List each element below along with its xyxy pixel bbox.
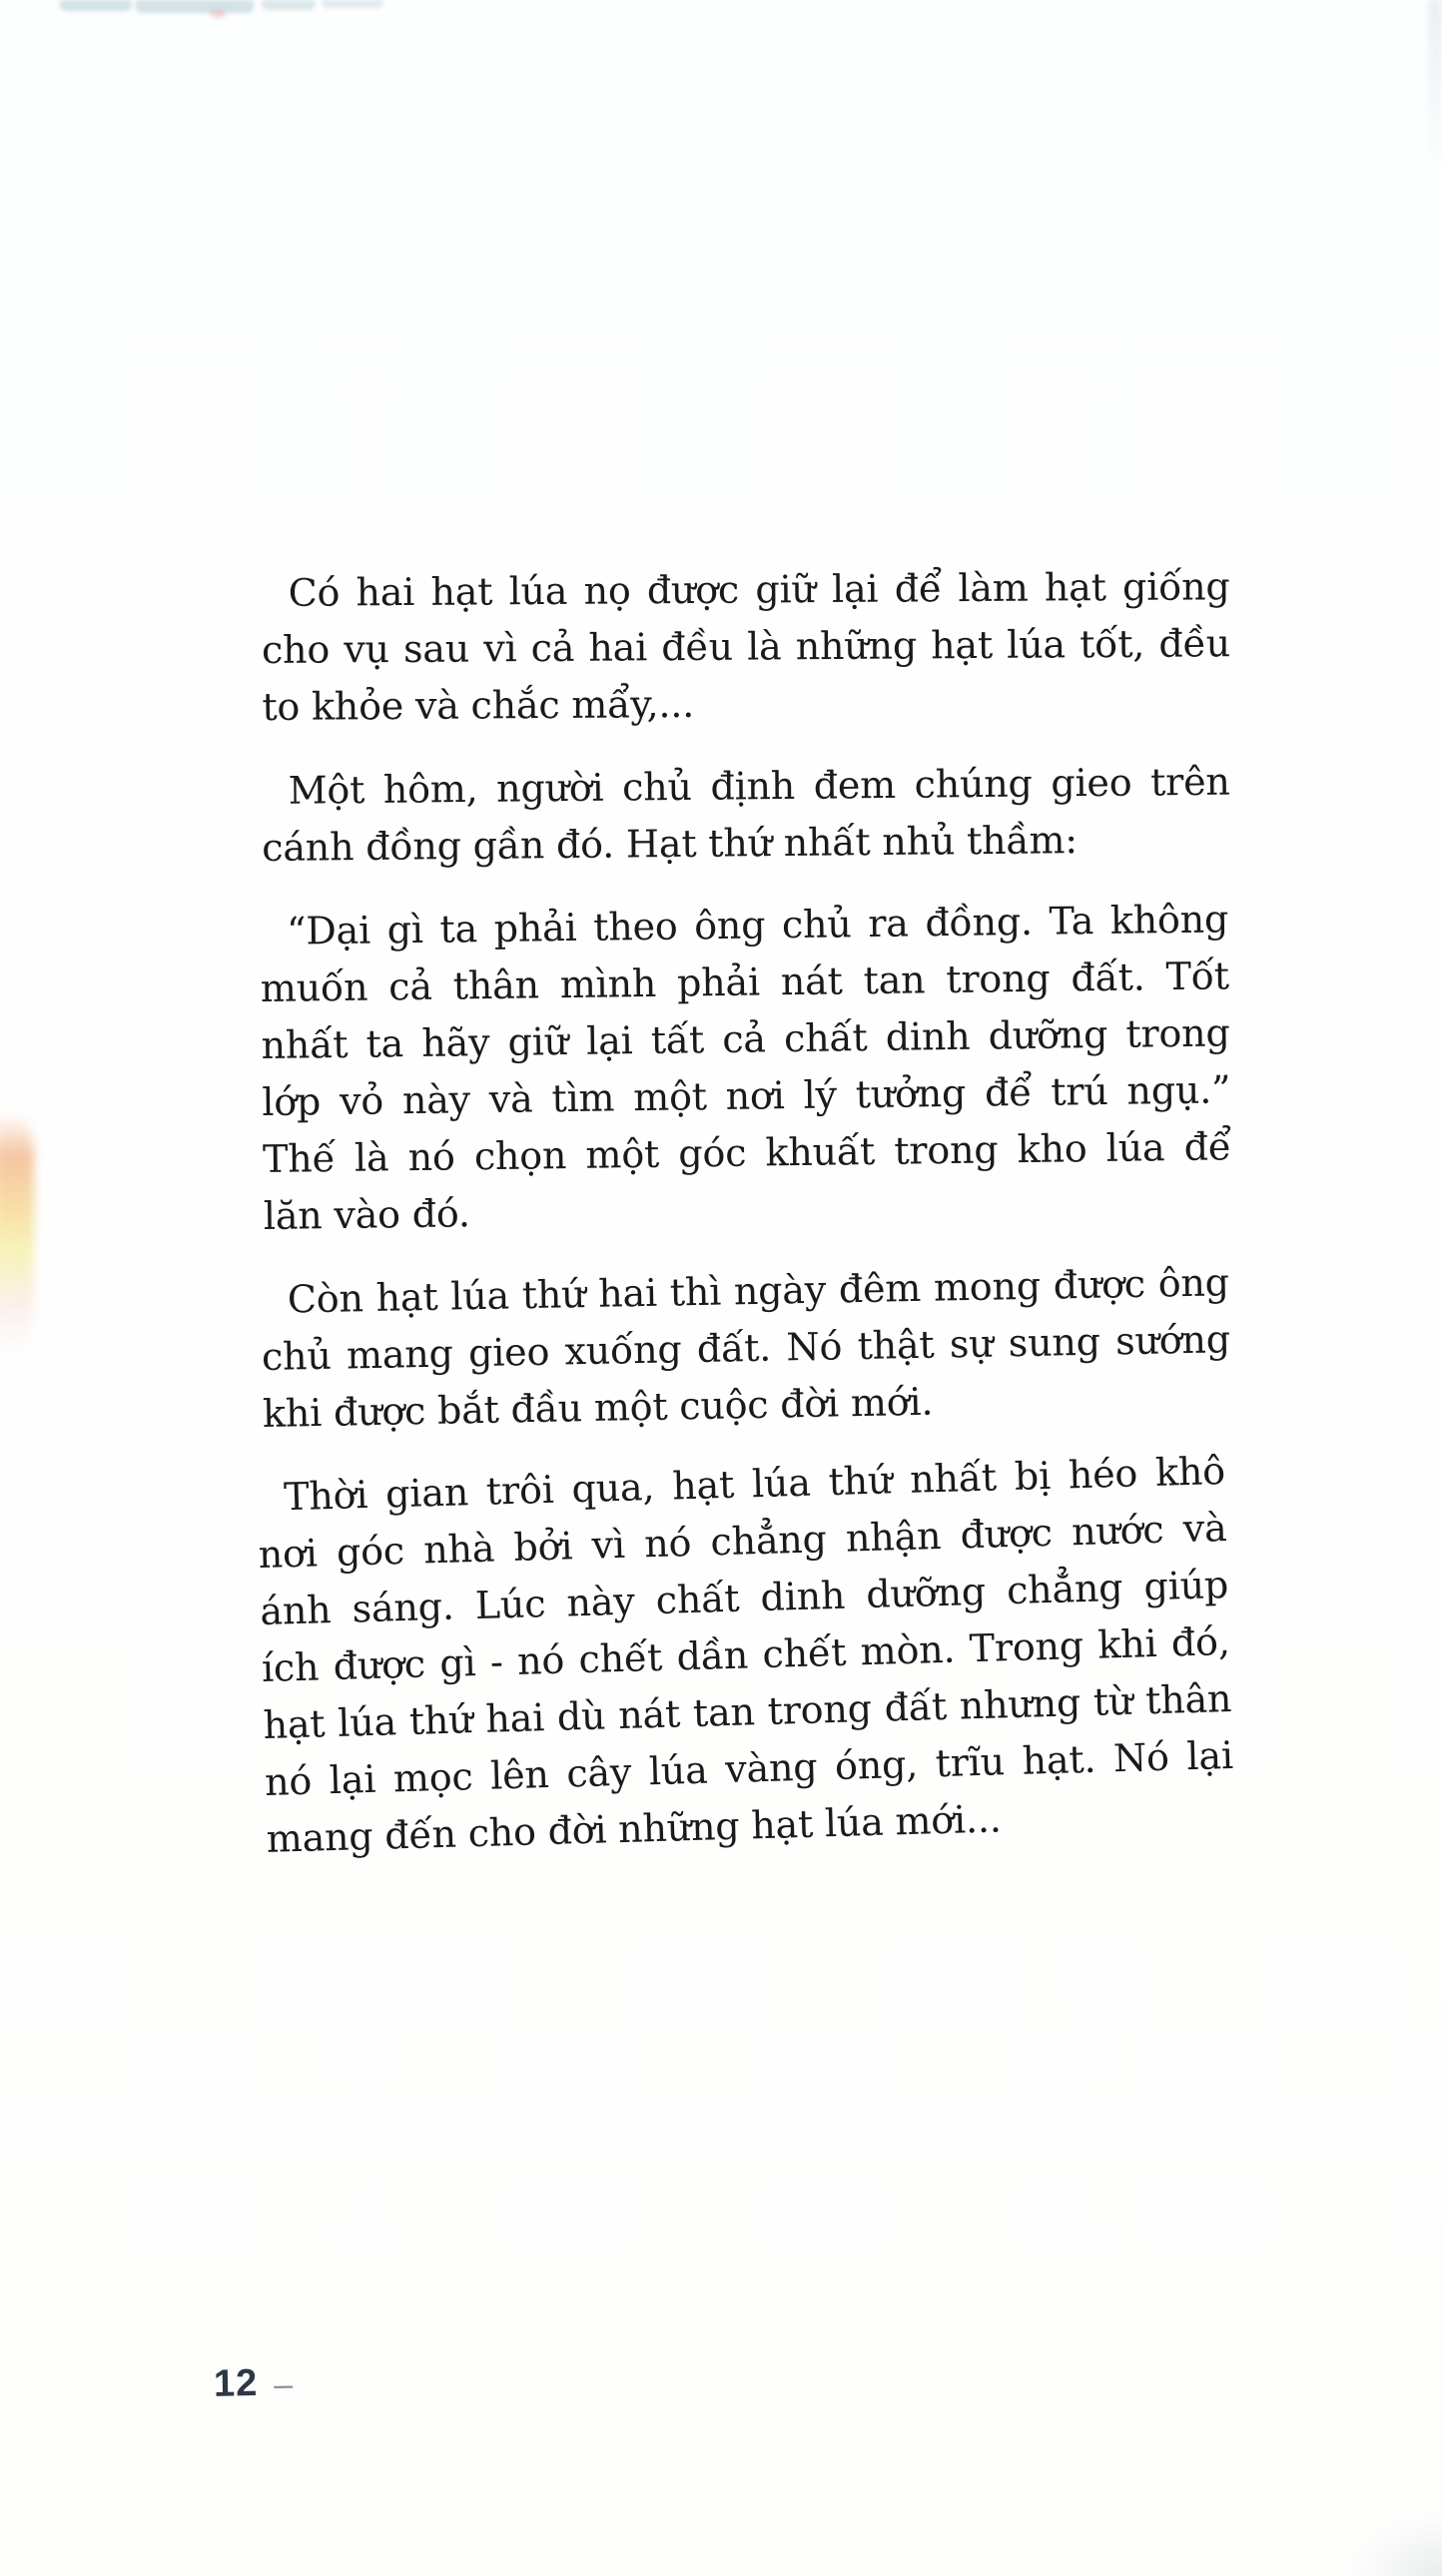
paragraph <box>260 891 1232 1245</box>
page-number: 12 <box>213 2361 259 2405</box>
text-block <box>258 564 1234 1895</box>
scan-artifact-top-smudge <box>322 0 383 8</box>
paragraph <box>256 1443 1235 1868</box>
text-line: to khỏe và chắc mẩy,... <box>262 681 695 729</box>
scan-artifact-top-smudge <box>136 0 254 13</box>
text-line: nơi góc nhà bởi vì nó chẳng nhận được nước và <box>258 1505 1228 1578</box>
text-line: lớp vỏ này và tìm một nơi lý tưởng để trú ngụ.” <box>262 1067 1231 1124</box>
text-line: Thế là nó chọn một góc khuất trong kho lúa để <box>262 1124 1232 1181</box>
scan-artifact-left-light-flare <box>0 1113 34 1353</box>
scan-artifact-corner-shade <box>1352 2516 1442 2576</box>
scan-artifact-right-edge <box>1428 0 1442 170</box>
paragraph <box>261 558 1230 736</box>
text-line: khi được bắt đầu một cuộc đời mới. <box>262 1379 934 1436</box>
text-line: ích được gì - nó chết dần chết mòn. Trong khi đó, <box>261 1618 1231 1690</box>
scan-artifact-top-smudge <box>262 0 316 10</box>
text-line: chủ mang gieo xuống đất. Nó thật sự sung sướng <box>261 1317 1231 1379</box>
text-line: “Dại gì ta phải theo ông chủ ra đồng. Ta không <box>286 897 1229 954</box>
text-line: nó lại mọc lên cây lúa vàng óng, trĩu hạt. Nó lại <box>264 1732 1234 1804</box>
text-line: ánh sáng. Lúc này chất dinh dưỡng chẳng giúp <box>259 1562 1229 1634</box>
scan-artifact-top-smudge <box>60 0 132 11</box>
text-line: Thời gian trôi qua, hạt lúa thứ nhất bị héo khô <box>283 1448 1226 1520</box>
page-number-dash: – <box>273 2365 294 2404</box>
scan-artifact-pink-speck <box>210 10 226 18</box>
text-line: muốn cả thân mình phải nát tan trong đất. Tốt <box>260 954 1230 1011</box>
text-line: nhất ta hãy giữ lại tất cả chất dinh dưỡng trong <box>261 1010 1230 1068</box>
text-line: Một hôm, người chủ định đem chúng gieo trên <box>288 759 1230 813</box>
text-line: Còn hạt lúa thứ hai thì ngày đêm mong được ông <box>287 1260 1230 1322</box>
text-line: Có hai hạt lúa nọ được giữ lại để làm hạt giống <box>288 564 1230 615</box>
text-line: lăn vào đó. <box>263 1191 470 1238</box>
paragraph <box>261 754 1230 877</box>
text-line: cho vụ sau vì cả hai đều là những hạt lúa tốt, đều <box>261 621 1231 672</box>
text-line: hạt lúa thứ hai dù nát tan trong đất nhưng từ thân <box>262 1675 1232 1747</box>
page-footer <box>214 2361 294 2406</box>
text-line: mang đến cho đời những hạt lúa mới... <box>266 1796 1003 1861</box>
text-line: cánh đồng gần đó. Hạt thứ nhất nhủ thầm: <box>262 818 1079 870</box>
paragraph <box>260 1254 1231 1443</box>
